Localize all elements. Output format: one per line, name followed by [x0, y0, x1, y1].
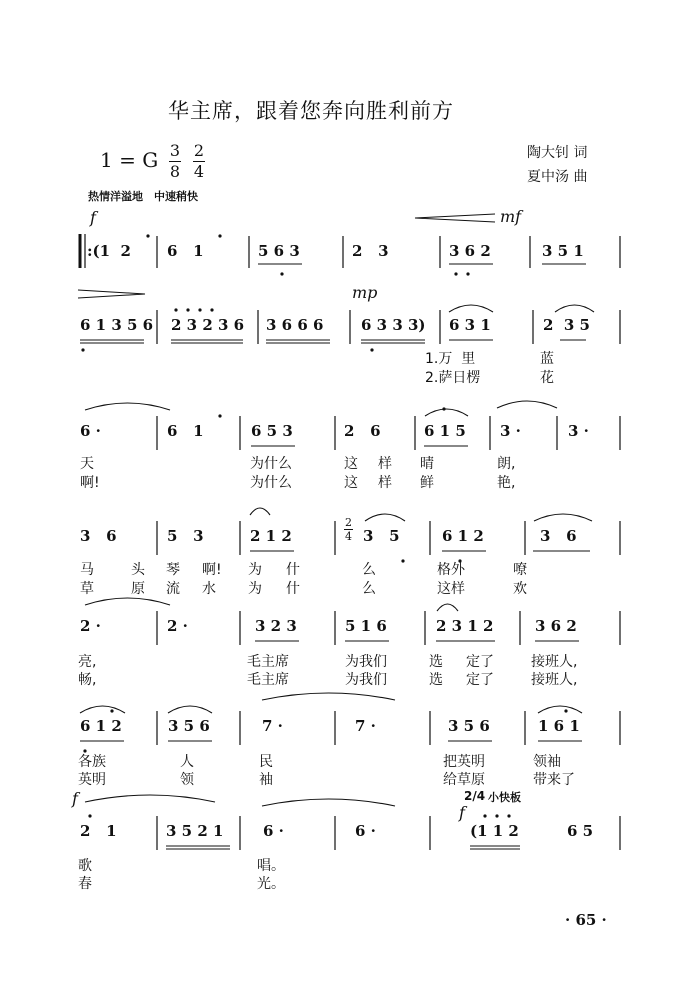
measure-4-3: 2 1 2 — [250, 527, 292, 545]
octave-dot — [146, 234, 149, 237]
lyric-3-1a: 天 — [80, 456, 94, 472]
measure-5-6: 3 6 2 — [535, 617, 577, 635]
lyric-5-1f: 接班人, — [531, 654, 578, 670]
octave-dot — [83, 749, 86, 752]
measure-7-2: 3 5 2 1 — [166, 822, 224, 840]
octave-dot — [370, 348, 373, 351]
slur-6-1 — [80, 706, 125, 713]
crescendo-hairpin — [415, 214, 495, 222]
octave-dot — [454, 272, 457, 275]
measure-1-2: 6 1 — [167, 242, 204, 260]
lyric-5-1e: 定了 — [466, 654, 494, 670]
measure-2-1: 6 1 3 5 6 — [80, 316, 154, 334]
measure-6-3: 7 · — [262, 717, 283, 735]
measure-6-4: 7 · — [355, 717, 376, 735]
lyric-7-2b: 光。 — [257, 876, 285, 892]
tempo-change: 小快板 — [488, 791, 521, 804]
lyric-2-1a: 1.万 里 — [425, 351, 476, 367]
octave-dot — [218, 414, 221, 417]
measure-5-2: 2 · — [167, 617, 188, 635]
lyric-4-1b: 头 — [131, 562, 145, 578]
slur-5-5 — [437, 604, 458, 611]
lyric-5-2e: 定了 — [466, 672, 494, 688]
measure-6-1: 6 1 2 — [80, 717, 122, 735]
measure-3-7: 3 · — [568, 422, 589, 440]
measure-7-1: 2 1 — [80, 822, 117, 840]
slur-2-5 — [449, 305, 493, 312]
octave-dot — [88, 814, 91, 817]
lyric-7-1b: 唱。 — [257, 858, 285, 874]
lyric-5-1a: 亮, — [78, 654, 97, 670]
measure-3-5: 6 1 5 — [424, 422, 466, 440]
lyric-5-1c: 为我们 — [345, 654, 387, 670]
tempo-change-meter: 2/4 — [464, 789, 486, 803]
measure-1-6: 3 5 1 — [542, 242, 584, 260]
measure-6-6: 1 6 1 — [538, 717, 580, 735]
tie-7-3 — [262, 799, 395, 806]
lyric-3-1b: 为什么 — [250, 456, 292, 472]
octave-dot — [174, 308, 177, 311]
lyric-5-2f: 接班人, — [531, 672, 578, 688]
lyric-4-2g: 么 — [362, 581, 376, 597]
slur-4-3 — [250, 508, 270, 515]
lyric-4-2c: 流 — [166, 581, 180, 597]
slur-6-6 — [538, 706, 582, 713]
lyric-5-2c: 为我们 — [345, 672, 387, 688]
measure-4-6: 3 6 — [540, 527, 577, 545]
octave-dot — [280, 272, 283, 275]
octave-dot — [210, 308, 213, 311]
lyric-4-1h: 格外 — [437, 562, 465, 578]
lyric-3-2a: 啊! — [80, 475, 100, 491]
lyric-7-2a: 春 — [78, 876, 92, 892]
lyric-4-1d: 啊! — [202, 562, 222, 578]
lyric-2-1b: 蓝 — [540, 351, 554, 367]
measure-5-1: 2 · — [80, 617, 101, 635]
measure-5-3: 3 2 3 — [255, 617, 297, 635]
lyric-4-1i: 嘹 — [513, 562, 527, 578]
measure-2-6: 2 3 5 — [543, 316, 590, 334]
lyric-2-2b: 花 — [540, 370, 554, 386]
tempo-marking: 热情洋溢地 中速稍快 — [88, 190, 198, 203]
slur-3-5 — [425, 409, 468, 416]
octave-dot — [495, 814, 498, 817]
lyric-3-1f: 朗, — [497, 456, 516, 472]
measure-7-5: (1 1 2 — [470, 822, 519, 840]
measure-4-2: 5 3 — [167, 527, 204, 545]
page-title: 华主席，跟着您奔向胜利前方 — [168, 99, 454, 123]
lyric-5-2d: 选 — [429, 672, 443, 688]
measure-7-4: 6 · — [355, 822, 376, 840]
measure-6-5: 3 5 6 — [448, 717, 490, 735]
measure-2-5: 6 3 1 — [449, 316, 491, 334]
dynamic-mezzo-piano: mp — [352, 283, 378, 302]
lyric-4-2f: 什 — [286, 581, 300, 597]
lyric-4-2b: 原 — [131, 581, 145, 597]
slur-4-6 — [534, 514, 592, 521]
octave-dot — [110, 709, 113, 712]
lyric-4-1e: 为 — [248, 562, 262, 578]
lyric-3-1d: 样 — [378, 456, 392, 472]
key-signature: 1 = G — [100, 148, 159, 172]
measure-5-5: 2 3 1 2 — [436, 617, 494, 635]
lyric-4-1f: 什 — [286, 562, 300, 578]
tie-5-1 — [85, 598, 170, 605]
lyric-4-2e: 为 — [248, 581, 262, 597]
slur-6-2 — [168, 706, 212, 713]
measure-2-2: 2 3 2 3 6 — [171, 316, 245, 334]
lyric-5-2a: 畅, — [78, 672, 97, 688]
tie-3-1 — [85, 403, 170, 410]
octave-dot — [564, 709, 567, 712]
lyric-4-2d: 水 — [202, 581, 216, 597]
octave-dot — [507, 814, 510, 817]
lyric-6-1e: 领袖 — [533, 754, 561, 770]
lyric-6-1c: 民 — [259, 754, 273, 770]
lyric-6-2c: 袖 — [259, 772, 273, 788]
dynamic-forte-2: f — [72, 789, 78, 808]
measure-7-3: 6 · — [263, 822, 284, 840]
measure-4-4: 3 5 — [363, 527, 400, 545]
measure-6-2: 3 5 6 — [168, 717, 210, 735]
lyric-6-1a: 各族 — [78, 754, 106, 770]
lyric-5-1d: 选 — [429, 654, 443, 670]
measure-3-4: 2 6 — [344, 422, 381, 440]
octave-dot — [81, 348, 84, 351]
lyric-6-2d: 给草原 — [443, 772, 485, 788]
octave-dot — [401, 559, 404, 562]
dynamic-forte: f — [90, 208, 96, 227]
lyric-4-1a: 马 — [80, 562, 94, 578]
lyric-5-1b: 毛主席 — [247, 654, 289, 670]
decrescendo-hairpin — [78, 290, 145, 298]
lyric-6-2a: 英明 — [78, 772, 106, 788]
lyric-3-1c: 这 — [344, 456, 358, 472]
measure-5-4: 5 1 6 — [345, 617, 387, 635]
composer-credit: 夏中汤 曲 — [527, 169, 588, 185]
tie-6-3 — [262, 693, 395, 700]
octave-dot — [483, 814, 486, 817]
measure-3-2: 6 1 — [167, 422, 204, 440]
lyric-2-2a: 2.萨日楞 — [425, 370, 481, 386]
lyric-6-1b: 人 — [180, 754, 194, 770]
octave-dot — [218, 234, 221, 237]
measure-2-4: 6 3 3 3) — [361, 316, 426, 334]
measure-3-1: 6 · — [80, 422, 101, 440]
lyric-6-1d: 把英明 — [443, 754, 485, 770]
page-number: · 65 · — [565, 911, 607, 929]
lyricist-credit: 陶大钊 词 — [527, 145, 588, 161]
time-signature-3-8: 3 8 — [169, 141, 181, 182]
lyric-3-1e: 晴 — [420, 456, 434, 472]
lyric-4-1g: 么 — [362, 562, 376, 578]
meter-change-2-4: 2 4 — [345, 516, 352, 544]
slur-3-6 — [497, 401, 557, 408]
lyric-6-2b: 领 — [180, 772, 194, 788]
measure-3-6: 3 · — [500, 422, 521, 440]
lyric-3-2e: 鲜 — [420, 475, 434, 491]
octave-dot — [466, 272, 469, 275]
measure-4-5: 6 1 2 — [442, 527, 484, 545]
lyric-3-2d: 样 — [378, 475, 392, 491]
lyric-4-2h: 这样 — [437, 581, 465, 597]
lyric-4-2a: 草 — [80, 581, 94, 597]
measure-1-4: 2 3 — [352, 242, 389, 260]
measure-4-1: 3 6 — [80, 527, 117, 545]
measure-1-1: :(1 2 — [87, 242, 131, 260]
lyric-4-2i: 欢 — [513, 581, 527, 597]
dynamic-mezzo-forte: mf — [500, 207, 522, 226]
measure-3-3: 6 5 3 — [251, 422, 293, 440]
lyric-3-2f: 艳, — [497, 475, 516, 491]
lyric-4-1c: 琴 — [166, 562, 180, 578]
slur-7-1 — [85, 795, 215, 802]
measure-1-3: 5 6 3 — [258, 242, 300, 260]
lyric-7-1a: 歌 — [78, 858, 92, 874]
dynamic-forte-3: f — [459, 803, 465, 822]
slur-2-6 — [555, 305, 594, 312]
lyric-3-2c: 这 — [344, 475, 358, 491]
octave-dot — [198, 308, 201, 311]
measure-1-5: 3 6 2 — [449, 242, 491, 260]
measure-2-3: 3 6 6 6 — [266, 316, 324, 334]
measure-7-6: 6 5 — [567, 822, 594, 840]
slur-4-4 — [365, 514, 405, 521]
lyric-6-2e: 带来了 — [533, 772, 575, 788]
lyric-5-2b: 毛主席 — [247, 672, 289, 688]
octave-dot — [186, 308, 189, 311]
lyric-3-2b: 为什么 — [250, 475, 292, 491]
time-signature-2-4: 2 4 — [193, 141, 205, 182]
